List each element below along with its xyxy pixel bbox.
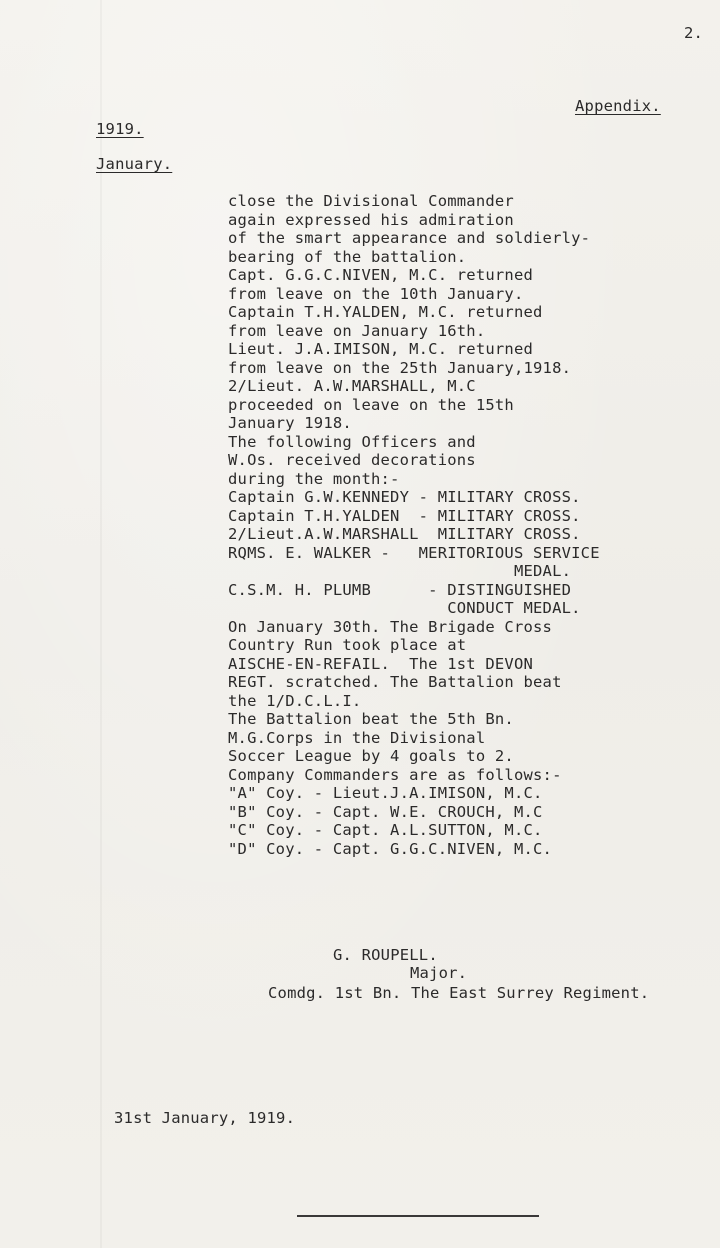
signature-name: G. ROUPELL. — [333, 946, 438, 964]
body-line: Captain G.W.KENNEDY - MILITARY CROSS. — [228, 488, 581, 506]
body-line: Company Commanders are as follows:- — [228, 765, 562, 784]
body-line: Country Run took place at — [228, 636, 467, 654]
body-line: The following Officers and — [228, 432, 476, 451]
signature-unit: Comdg. 1st Bn. The East Surrey Regiment. — [268, 984, 650, 1002]
body-line: MEDAL. — [228, 562, 572, 580]
month-heading: January. — [96, 155, 173, 173]
body-line: "D" Coy. - Capt. G.G.C.NIVEN, M.C. — [228, 839, 553, 858]
body-line: again expressed his admiration — [228, 210, 514, 229]
body-line: 2/Lieut.A.W.MARSHALL MILITARY CROSS. — [228, 525, 581, 543]
page-number: 2. — [684, 24, 704, 42]
body-line: during the month:- — [228, 469, 400, 488]
body-line: REGT. scratched. The Battalion beat — [228, 673, 562, 691]
body-line: the 1/D.C.L.I. — [228, 691, 362, 710]
body-line: The Battalion beat the 5th Bn. — [228, 710, 514, 728]
bottom-rule — [297, 1215, 539, 1217]
body-line: "B" Coy. - Capt. W.E. CROUCH, M.C — [228, 802, 543, 821]
body-line: close the Divisional Commander — [228, 192, 514, 210]
document-date: 31st January, 1919. — [114, 1109, 296, 1127]
appendix-heading: Appendix. — [575, 97, 661, 115]
year-heading: 1919. — [96, 120, 144, 138]
signature-rank: Major. — [410, 964, 468, 982]
body-line: proceeded on leave on the 15th — [228, 395, 514, 414]
body-line: Capt. G.G.C.NIVEN, M.C. returned — [228, 266, 534, 284]
body-line: January 1918. — [228, 414, 352, 432]
body-line: Captain T.H.YALDEN, M.C. returned — [228, 303, 543, 321]
body-line: On January 30th. The Brigade Cross — [228, 617, 553, 636]
body-line: from leave on the 25th January,1918. — [228, 358, 572, 377]
body-line: of the smart appearance and soldierly- — [228, 229, 591, 247]
body-line: bearing of the battalion. — [228, 247, 467, 266]
body-line: Captain T.H.YALDEN - MILITARY CROSS. — [228, 506, 581, 525]
body-line: "C" Coy. - Capt. A.L.SUTTON, M.C. — [228, 821, 543, 839]
body-line: from leave on January 16th. — [228, 321, 486, 340]
body-line: C.S.M. H. PLUMB - DISTINGUISHED — [228, 580, 572, 599]
body-line: CONDUCT MEDAL. — [228, 599, 581, 617]
body-line: Soccer League by 4 goals to 2. — [228, 747, 514, 765]
body-line: 2/Lieut. A.W.MARSHALL, M.C — [228, 377, 476, 395]
body-line: W.Os. received decorations — [228, 451, 476, 469]
body-line: RQMS. E. WALKER - MERITORIOUS SERVICE — [228, 543, 600, 562]
body-line: Lieut. J.A.IMISON, M.C. returned — [228, 340, 534, 358]
body-line: "A" Coy. - Lieut.J.A.IMISON, M.C. — [228, 784, 543, 802]
page-shading — [100, 0, 102, 1248]
body-line: M.G.Corps in the Divisional — [228, 728, 486, 747]
body-line: from leave on the 10th January. — [228, 284, 524, 303]
body-line: AISCHE-EN-REFAIL. The 1st DEVON — [228, 654, 534, 673]
